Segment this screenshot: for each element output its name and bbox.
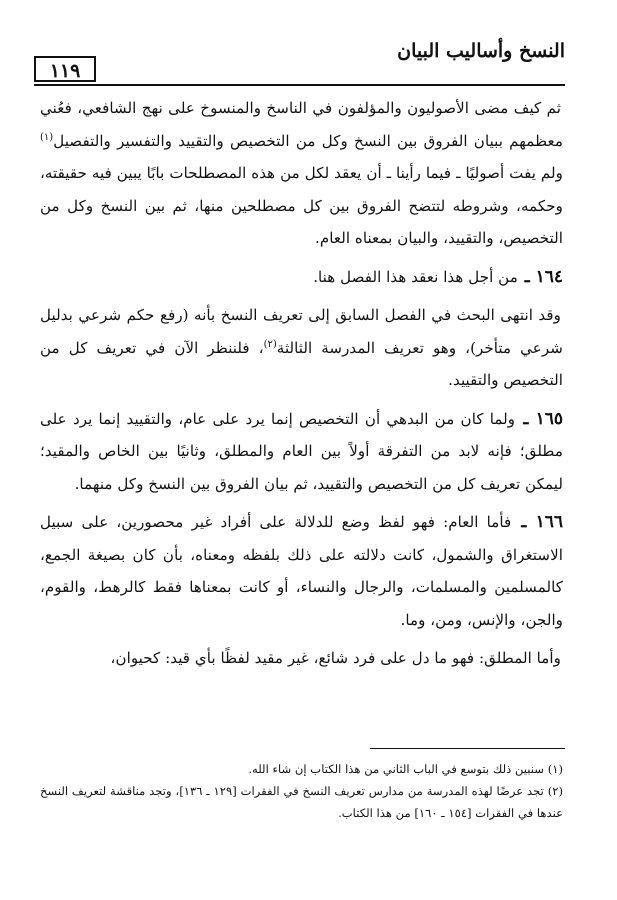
page-header [34, 36, 565, 82]
footnote-rule [370, 748, 565, 749]
footnote-ref: (١) [40, 131, 54, 143]
paragraph-number: ١٦٦ ـ [521, 512, 563, 532]
footnotes [40, 758, 563, 824]
paragraph-text: ثم كيف مضى الأصوليون والمؤلفون في الناسخ والمنسوخ على نهج الشافعي، فعُني معظمهم ببيان الفروق بين النسخ وكل من التخصيص والتقييد والتفسير والتفصيل [40, 99, 563, 150]
main-text [40, 92, 563, 681]
paragraph-text: وقد انتهى البحث في الفصل السابق إلى تعريف النسخ بأنه (رفع حكم شرعي بدليل شرعي متأخر)، وهو تعريف المدرسة الثالثة [40, 306, 563, 357]
paragraph-text: ولم يفت أصوليًا ـ فيما رأينا ـ أن يعقد لكل من هذه المصطلحات بابًا يبين فيه حقيقته، وحكمه، وشروطه لتتضح الفروق بين كل مصطلحين منها، ثم بين النسخ وكل من التخصيص، والتقييد، والبيان بمعناه العام. [40, 164, 563, 247]
paragraph-number: ١٦٤ ـ [524, 266, 563, 287]
running-title: النسخ وأساليب البيان [397, 40, 565, 62]
footnote: (١) سنبين ذلك بتوسع في الباب الثاني من هذا الكتاب إن شاء الله. [248, 762, 563, 776]
page-number: ١١٩ [34, 56, 96, 82]
paragraph-text: ولما كان من البدهي أن التخصيص إنما يرد على عام، والتقييد إنما يرد على مطلق؛ فإنه لابد من التفرقة أولاً بين العام والمطلق، وثانيًا بين الخاص والمقيد؛ ليمكن تعريف كل من التخصيص والتقييد، ثم بيان الفروق بين النسخ وكل منهما. [40, 409, 563, 493]
paragraph-text: وأما المطلق: فهو ما دل على فرد شائع، غير مقيد لفظًا بأي قيد: كحيوان، [110, 649, 561, 667]
paragraph [40, 642, 563, 675]
paragraph [40, 506, 563, 636]
header-rule [34, 84, 565, 86]
paragraph [40, 261, 563, 294]
paragraph-text: فأما العام: فهو لفظ وضع للدلالة على أفراد غير محصورين، على سبيل الاستغراق والشمول، كانت دلالته على ذلك بلفظه ومعناه، بأن كان بصيغة الجمع، كالمسلمين والمسلمات، والرجال والنساء، أو كانت بمعناها فقط كالرهط، والقوم، والجن، والإنس، ومن، وما. [40, 513, 563, 629]
paragraph [40, 403, 563, 501]
paragraph-number: ١٦٥ ـ [523, 408, 563, 429]
paragraph-text: ، فلننظر الآن في تعريف كل من التخصيص والتقييد. [40, 338, 563, 389]
paragraph [40, 299, 563, 397]
paragraph [40, 92, 563, 255]
footnote-ref: (٢) [263, 338, 277, 350]
paragraph-text: من أجل هذا نعقد هذا الفصل هنا. [313, 267, 523, 286]
footnote: (٢) تجد عرضًا لهذه المدرسة من مدارس تعريف النسخ في الفقرات [١٢٩ ـ ١٣٦]، وتجد مناقشة لتعريف النسخ عندها في الفقرات [١٥٤ ـ ١٦٠] من هذا الكتاب. [40, 784, 563, 820]
